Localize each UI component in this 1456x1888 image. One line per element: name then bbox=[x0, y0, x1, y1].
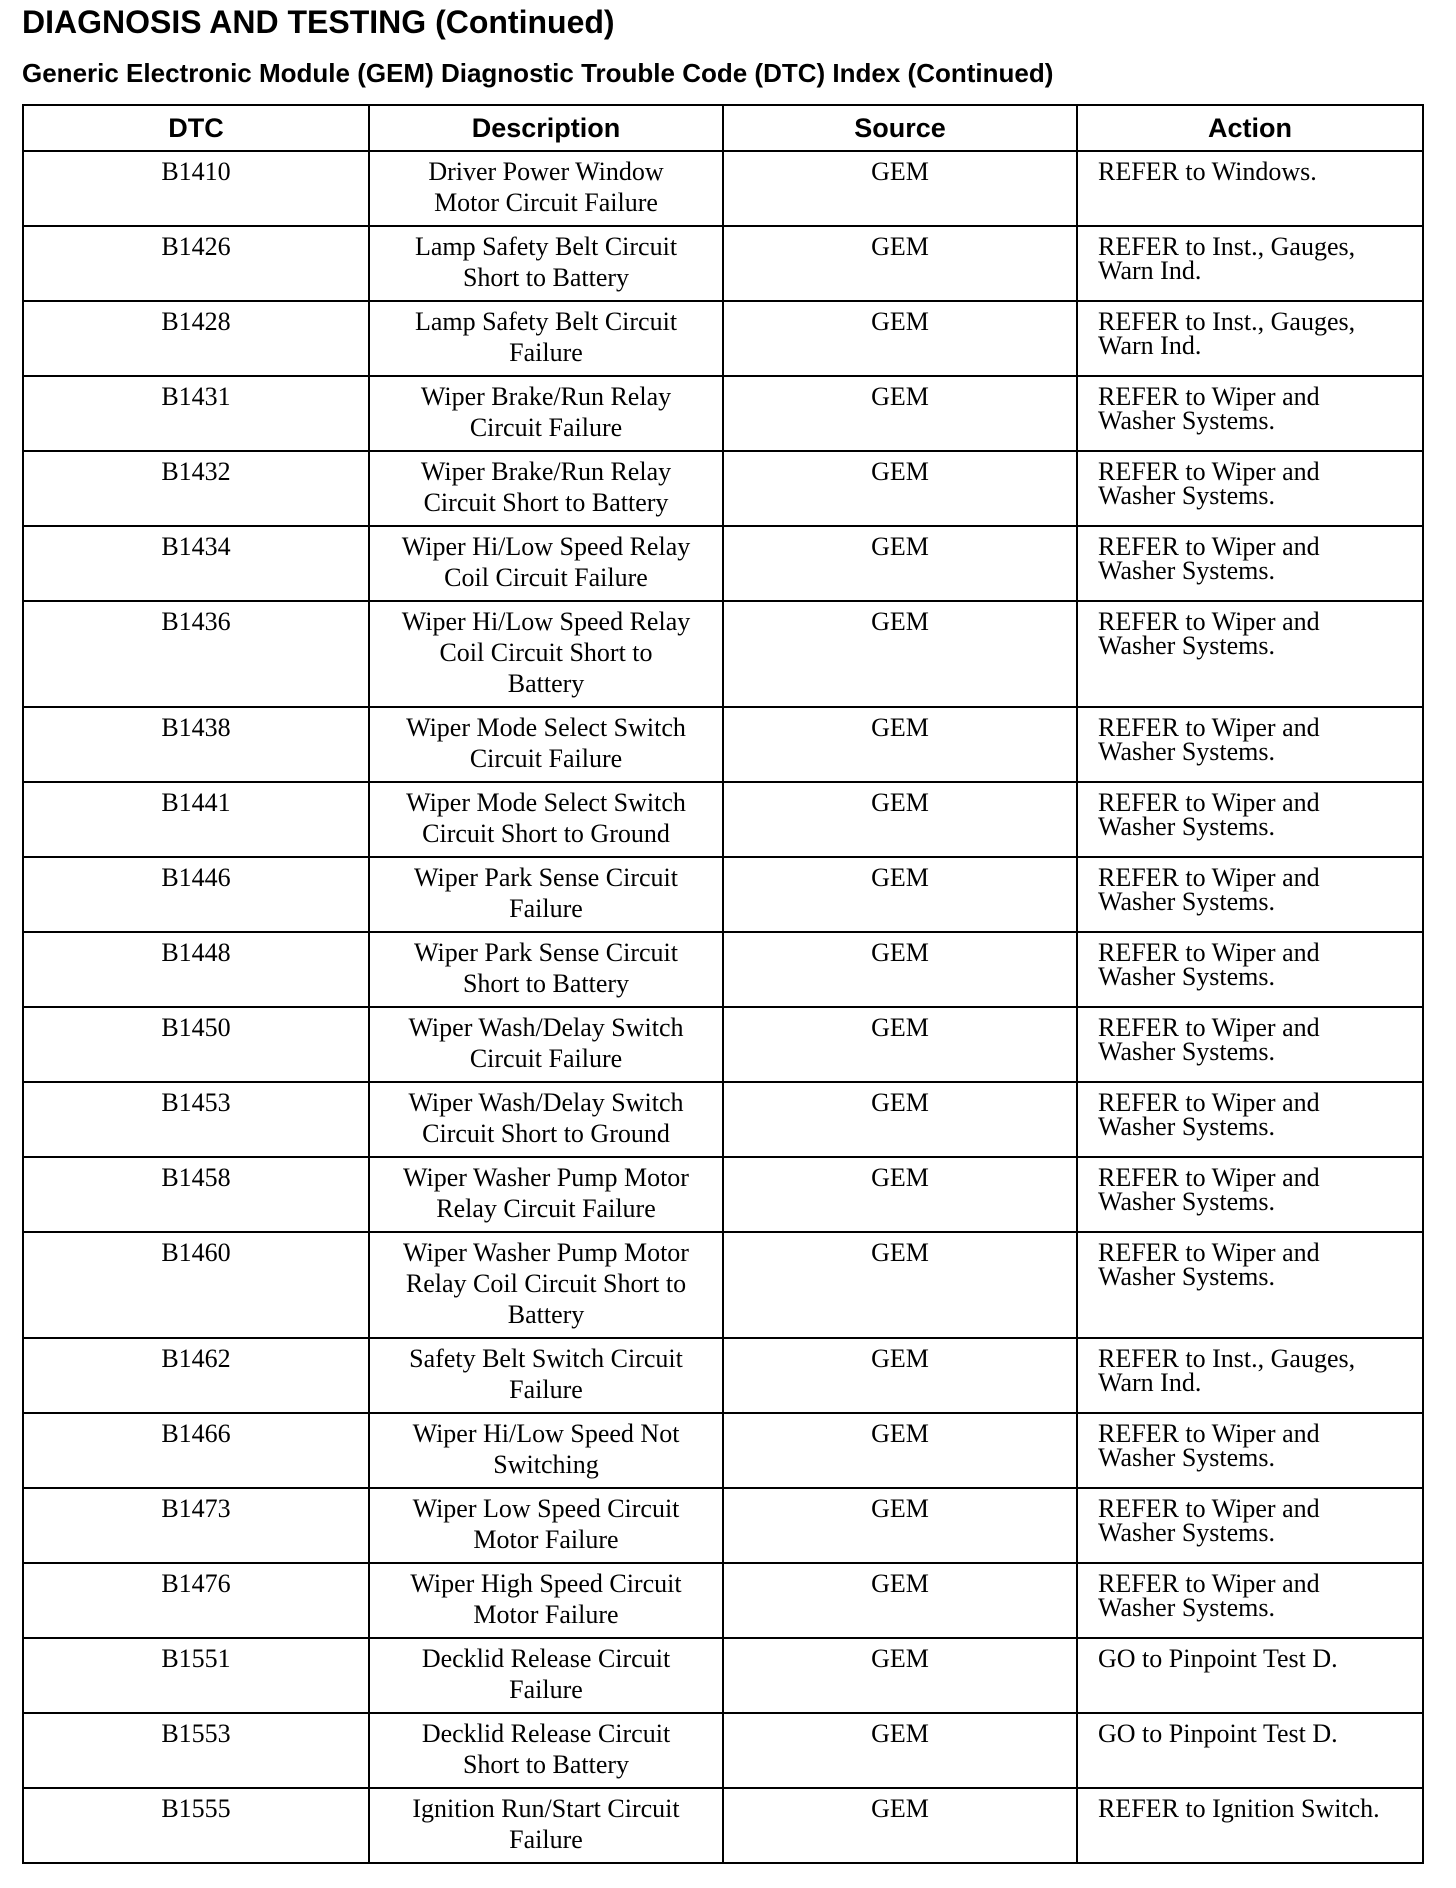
cell-action bbox=[1077, 451, 1423, 526]
table-row bbox=[23, 707, 1423, 782]
action-line: Washer Systems. bbox=[1098, 887, 1275, 916]
action-line: Washer Systems. bbox=[1098, 962, 1275, 991]
table-row bbox=[23, 151, 1423, 226]
cell-action bbox=[1077, 707, 1423, 782]
cell-description bbox=[369, 451, 723, 526]
description-line: Decklid Release Circuit bbox=[421, 1644, 671, 1673]
column-header-action: Action bbox=[1077, 105, 1423, 151]
cell-description bbox=[369, 1413, 723, 1488]
column-header-dtc: DTC bbox=[23, 105, 369, 151]
cell-action bbox=[1077, 1788, 1423, 1863]
description-line: Wiper Wash/Delay Switch bbox=[408, 1013, 684, 1042]
description-line: Short to Battery bbox=[462, 969, 630, 998]
description-line: Circuit Failure bbox=[469, 1044, 623, 1073]
action-line: Washer Systems. bbox=[1098, 556, 1275, 585]
action-line: REFER to Wiper and bbox=[1098, 863, 1320, 892]
cell-description bbox=[369, 782, 723, 857]
action-line: Washer Systems. bbox=[1098, 1518, 1275, 1547]
action-line: REFER to Windows. bbox=[1098, 157, 1317, 186]
table-header-row bbox=[23, 105, 1423, 151]
cell-dtc: B1462 bbox=[23, 1338, 369, 1413]
cell-action bbox=[1077, 1713, 1423, 1788]
cell-dtc: B1436 bbox=[23, 601, 369, 707]
action-line: REFER to Wiper and bbox=[1098, 532, 1320, 561]
table-row bbox=[23, 1082, 1423, 1157]
cell-dtc: B1446 bbox=[23, 857, 369, 932]
cell-source: GEM bbox=[723, 1788, 1077, 1863]
description-line: Wiper Hi/Low Speed Relay bbox=[401, 607, 691, 636]
table-row bbox=[23, 857, 1423, 932]
cell-source: GEM bbox=[723, 226, 1077, 301]
action-line: GO to Pinpoint Test D. bbox=[1098, 1719, 1338, 1748]
cell-action bbox=[1077, 1638, 1423, 1713]
cell-action bbox=[1077, 301, 1423, 376]
action-line: Washer Systems. bbox=[1098, 812, 1275, 841]
action-line: REFER to Wiper and bbox=[1098, 457, 1320, 486]
cell-dtc: B1426 bbox=[23, 226, 369, 301]
action-line: Washer Systems. bbox=[1098, 1112, 1275, 1141]
description-line: Battery bbox=[507, 1300, 585, 1329]
cell-action bbox=[1077, 1082, 1423, 1157]
cell-action bbox=[1077, 1563, 1423, 1638]
description-line: Wiper High Speed Circuit bbox=[410, 1569, 682, 1598]
cell-description bbox=[369, 226, 723, 301]
cell-dtc: B1432 bbox=[23, 451, 369, 526]
cell-action bbox=[1077, 151, 1423, 226]
table-row bbox=[23, 1638, 1423, 1713]
action-line: Washer Systems. bbox=[1098, 1443, 1275, 1472]
cell-dtc: B1555 bbox=[23, 1788, 369, 1863]
cell-description bbox=[369, 932, 723, 1007]
description-line: Wiper Park Sense Circuit bbox=[414, 863, 678, 892]
table-row bbox=[23, 1007, 1423, 1082]
cell-description bbox=[369, 151, 723, 226]
action-line: REFER to Wiper and bbox=[1098, 1569, 1320, 1598]
action-line: REFER to Ignition Switch. bbox=[1098, 1794, 1380, 1823]
description-line: Motor Circuit Failure bbox=[434, 188, 658, 217]
description-line: Decklid Release Circuit bbox=[421, 1719, 671, 1748]
table-row bbox=[23, 1488, 1423, 1563]
cell-dtc: B1553 bbox=[23, 1713, 369, 1788]
table-row bbox=[23, 226, 1423, 301]
cell-source: GEM bbox=[723, 1488, 1077, 1563]
description-line: Driver Power Window bbox=[428, 157, 664, 186]
table-row bbox=[23, 932, 1423, 1007]
description-line: Wiper Washer Pump Motor bbox=[403, 1238, 689, 1267]
cell-action bbox=[1077, 782, 1423, 857]
action-line: REFER to Wiper and bbox=[1098, 788, 1320, 817]
description-line: Battery bbox=[507, 669, 585, 698]
action-line: REFER to Wiper and bbox=[1098, 1494, 1320, 1523]
cell-description bbox=[369, 707, 723, 782]
description-line: Safety Belt Switch Circuit bbox=[409, 1344, 683, 1373]
cell-source: GEM bbox=[723, 1232, 1077, 1338]
cell-source: GEM bbox=[723, 1713, 1077, 1788]
cell-dtc: B1438 bbox=[23, 707, 369, 782]
cell-description bbox=[369, 857, 723, 932]
action-line: Washer Systems. bbox=[1098, 481, 1275, 510]
cell-description bbox=[369, 1007, 723, 1082]
cell-action bbox=[1077, 1338, 1423, 1413]
cell-dtc: B1434 bbox=[23, 526, 369, 601]
action-line: REFER to Wiper and bbox=[1098, 1163, 1320, 1192]
table-row bbox=[23, 1788, 1423, 1863]
cell-source: GEM bbox=[723, 376, 1077, 451]
cell-description bbox=[369, 1338, 723, 1413]
cell-description bbox=[369, 526, 723, 601]
table-row bbox=[23, 1232, 1423, 1338]
table-row bbox=[23, 782, 1423, 857]
cell-description bbox=[369, 1788, 723, 1863]
description-line: Wiper Low Speed Circuit bbox=[412, 1494, 680, 1523]
cell-action bbox=[1077, 226, 1423, 301]
cell-description bbox=[369, 1157, 723, 1232]
cell-description bbox=[369, 1232, 723, 1338]
cell-source: GEM bbox=[723, 932, 1077, 1007]
action-line: Warn Ind. bbox=[1098, 1368, 1202, 1397]
description-line: Ignition Run/Start Circuit bbox=[412, 1794, 680, 1823]
action-line: Washer Systems. bbox=[1098, 1037, 1275, 1066]
description-line: Relay Circuit Failure bbox=[436, 1194, 656, 1223]
action-line: Warn Ind. bbox=[1098, 256, 1202, 285]
cell-dtc: B1441 bbox=[23, 782, 369, 857]
description-line: Wiper Brake/Run Relay bbox=[420, 457, 672, 486]
action-line: REFER to Inst., Gauges, bbox=[1098, 232, 1356, 261]
cell-source: GEM bbox=[723, 1638, 1077, 1713]
table-row bbox=[23, 526, 1423, 601]
cell-action bbox=[1077, 1007, 1423, 1082]
cell-dtc: B1453 bbox=[23, 1082, 369, 1157]
action-line: REFER to Wiper and bbox=[1098, 1419, 1320, 1448]
description-line: Wiper Park Sense Circuit bbox=[414, 938, 678, 967]
cell-dtc: B1448 bbox=[23, 932, 369, 1007]
cell-dtc: B1410 bbox=[23, 151, 369, 226]
cell-description bbox=[369, 376, 723, 451]
cell-action bbox=[1077, 1232, 1423, 1338]
cell-description bbox=[369, 1638, 723, 1713]
action-line: REFER to Wiper and bbox=[1098, 1238, 1320, 1267]
table-row bbox=[23, 1413, 1423, 1488]
description-line: Short to Battery bbox=[462, 263, 630, 292]
section-title: DIAGNOSIS AND TESTING (Continued) bbox=[22, 4, 615, 40]
description-line: Wiper Washer Pump Motor bbox=[403, 1163, 689, 1192]
action-line: REFER to Wiper and bbox=[1098, 1013, 1320, 1042]
action-line: REFER to Inst., Gauges, bbox=[1098, 307, 1356, 336]
action-line: Washer Systems. bbox=[1098, 1262, 1275, 1291]
column-header-source: Source bbox=[723, 105, 1077, 151]
description-line: Lamp Safety Belt Circuit bbox=[414, 307, 678, 336]
cell-source: GEM bbox=[723, 1007, 1077, 1082]
cell-source: GEM bbox=[723, 601, 1077, 707]
cell-source: GEM bbox=[723, 1563, 1077, 1638]
cell-source: GEM bbox=[723, 857, 1077, 932]
action-line: REFER to Wiper and bbox=[1098, 713, 1320, 742]
cell-description bbox=[369, 1563, 723, 1638]
cell-source: GEM bbox=[723, 1338, 1077, 1413]
action-line: Washer Systems. bbox=[1098, 1187, 1275, 1216]
description-line: Relay Coil Circuit Short to bbox=[405, 1269, 687, 1298]
action-line: REFER to Inst., Gauges, bbox=[1098, 1344, 1356, 1373]
cell-dtc: B1450 bbox=[23, 1007, 369, 1082]
cell-dtc: B1476 bbox=[23, 1563, 369, 1638]
cell-dtc: B1458 bbox=[23, 1157, 369, 1232]
column-header-description: Description bbox=[369, 105, 723, 151]
cell-source: GEM bbox=[723, 782, 1077, 857]
description-line: Circuit Short to Ground bbox=[422, 819, 670, 848]
table-row bbox=[23, 1157, 1423, 1232]
description-line: Wiper Hi/Low Speed Not bbox=[412, 1419, 680, 1448]
cell-dtc: B1431 bbox=[23, 376, 369, 451]
cell-action bbox=[1077, 1413, 1423, 1488]
description-line: Circuit Short to Battery bbox=[423, 488, 669, 517]
action-line: Washer Systems. bbox=[1098, 737, 1275, 766]
table-row bbox=[23, 1713, 1423, 1788]
action-line: Warn Ind. bbox=[1098, 331, 1202, 360]
description-line: Coil Circuit Short to bbox=[439, 638, 653, 667]
description-line: Wiper Brake/Run Relay bbox=[420, 382, 672, 411]
dtc-index-table bbox=[22, 104, 1424, 1864]
action-line: GO to Pinpoint Test D. bbox=[1098, 1644, 1338, 1673]
table-caption: Generic Electronic Module (GEM) Diagnostic Trouble Code (DTC) Index (Continued) bbox=[22, 58, 1054, 88]
action-line: Washer Systems. bbox=[1098, 631, 1275, 660]
cell-dtc: B1473 bbox=[23, 1488, 369, 1563]
description-line: Wiper Mode Select Switch bbox=[406, 713, 686, 742]
description-line: Failure bbox=[509, 1375, 583, 1404]
action-line: REFER to Wiper and bbox=[1098, 607, 1320, 636]
action-line: Washer Systems. bbox=[1098, 406, 1275, 435]
cell-dtc: B1460 bbox=[23, 1232, 369, 1338]
cell-description bbox=[369, 1082, 723, 1157]
description-line: Short to Battery bbox=[462, 1750, 630, 1779]
cell-source: GEM bbox=[723, 451, 1077, 526]
description-line: Failure bbox=[509, 894, 583, 923]
action-line: Washer Systems. bbox=[1098, 1593, 1275, 1622]
cell-description bbox=[369, 1488, 723, 1563]
cell-source: GEM bbox=[723, 1413, 1077, 1488]
cell-source: GEM bbox=[723, 707, 1077, 782]
description-line: Wiper Mode Select Switch bbox=[406, 788, 686, 817]
cell-description bbox=[369, 1713, 723, 1788]
table-row bbox=[23, 451, 1423, 526]
cell-action bbox=[1077, 1488, 1423, 1563]
description-line: Lamp Safety Belt Circuit bbox=[414, 232, 678, 261]
cell-dtc: B1466 bbox=[23, 1413, 369, 1488]
cell-action bbox=[1077, 376, 1423, 451]
action-line: REFER to Wiper and bbox=[1098, 382, 1320, 411]
cell-source: GEM bbox=[723, 301, 1077, 376]
description-line: Coil Circuit Failure bbox=[444, 563, 648, 592]
cell-description bbox=[369, 601, 723, 707]
description-line: Wiper Hi/Low Speed Relay bbox=[401, 532, 691, 561]
description-line: Wiper Wash/Delay Switch bbox=[408, 1088, 684, 1117]
cell-action bbox=[1077, 932, 1423, 1007]
description-line: Failure bbox=[509, 338, 583, 367]
description-line: Failure bbox=[509, 1675, 583, 1704]
cell-action bbox=[1077, 601, 1423, 707]
description-line: Failure bbox=[509, 1825, 583, 1854]
table-row bbox=[23, 376, 1423, 451]
cell-description bbox=[369, 301, 723, 376]
description-line: Motor Failure bbox=[473, 1600, 619, 1629]
cell-source: GEM bbox=[723, 1082, 1077, 1157]
cell-action bbox=[1077, 526, 1423, 601]
cell-dtc: B1428 bbox=[23, 301, 369, 376]
cell-action bbox=[1077, 857, 1423, 932]
table-row bbox=[23, 601, 1423, 707]
description-line: Switching bbox=[493, 1450, 599, 1479]
table-row bbox=[23, 1563, 1423, 1638]
description-line: Circuit Short to Ground bbox=[422, 1119, 670, 1148]
cell-source: GEM bbox=[723, 526, 1077, 601]
cell-source: GEM bbox=[723, 151, 1077, 226]
cell-source: GEM bbox=[723, 1157, 1077, 1232]
table-row bbox=[23, 301, 1423, 376]
table-row bbox=[23, 1338, 1423, 1413]
action-line: REFER to Wiper and bbox=[1098, 938, 1320, 967]
table-body bbox=[23, 151, 1423, 1863]
description-line: Motor Failure bbox=[473, 1525, 619, 1554]
description-line: Circuit Failure bbox=[469, 744, 623, 773]
description-line: Circuit Failure bbox=[469, 413, 623, 442]
cell-action bbox=[1077, 1157, 1423, 1232]
action-line: REFER to Wiper and bbox=[1098, 1088, 1320, 1117]
cell-dtc: B1551 bbox=[23, 1638, 369, 1713]
